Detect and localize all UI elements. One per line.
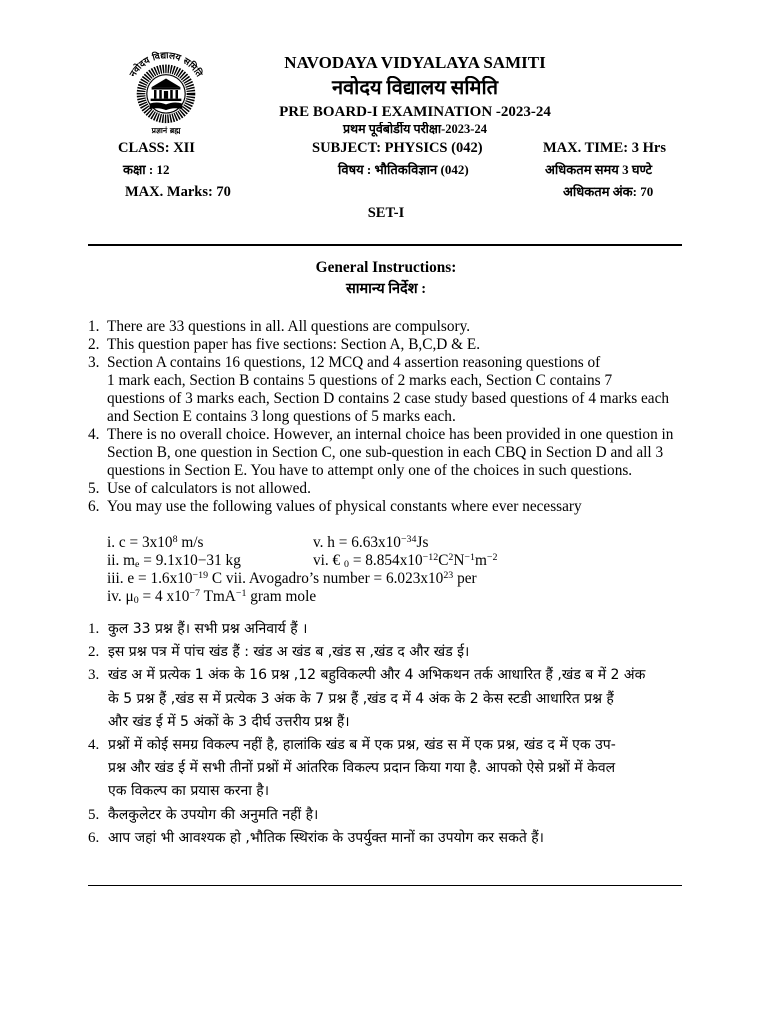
instruction-number: 4. [88, 426, 100, 443]
logo-emblem [118, 42, 214, 138]
instructions-title-hindi: सामान्य निर्देश : [345, 281, 427, 297]
constant-value: = 8.854x10 [349, 552, 423, 569]
set-label: SET-I [367, 205, 405, 221]
instruction-text: questions of 3 marks each, Section D contains 2 case study based questions of 4 marks each [107, 390, 670, 407]
constant-unit-exponent: −2 [486, 552, 498, 563]
instruction-line [88, 426, 688, 444]
logo-motto: प्रज्ञानं ब्रह्म [151, 126, 181, 136]
class-hindi: कक्षा : 12 [123, 162, 170, 177]
constants-line [107, 534, 682, 552]
instruction-hi-2 [88, 641, 688, 664]
constant-value: = 4 x10 [138, 588, 190, 605]
instruction-en-5 [88, 480, 688, 498]
footer-divider [88, 885, 682, 886]
instruction-text: प्रश्न और खंड ई में सभी तीनों प्रश्नों में आंतरिक विकल्प प्रदान किया गया है. आपको ऐसे प्रश्नों में केवल [108, 760, 616, 777]
instruction-text: Section A contains 16 questions, 12 MCQ and 4 assertion reasoning questions of [107, 354, 601, 371]
logo-arc-textpath: नवोदय विद्यालय समिति [128, 51, 204, 80]
constant-subscript: e [135, 559, 140, 570]
nvs-logo [118, 42, 214, 138]
instruction-text: एक विकल्प का प्रयास करना है। [108, 783, 270, 800]
instruction-number: 3. [88, 354, 100, 371]
constant-unit: per [453, 570, 477, 587]
instruction-en-3 [88, 354, 688, 426]
header-divider [88, 244, 682, 246]
instruction-line [88, 734, 688, 757]
max-marks-english: MAX. Marks: 70 [125, 184, 231, 200]
instruction-line [88, 618, 688, 641]
constant-subscript: 0 [133, 595, 139, 606]
instruction-text: कैलकुलेटर के उपयोग की अनुमति नहीं है। [108, 806, 319, 823]
logo-building-column [170, 90, 172, 99]
instruction-line [88, 641, 688, 664]
constant-exponent: 23 [443, 570, 454, 581]
instruction-text: और खंड ई में 5 अंकों के 3 दीर्घ उत्तरीय प्रश्न हैं। [108, 713, 350, 730]
constant-speed-of-light [107, 534, 203, 551]
constants-line [107, 588, 682, 606]
instructions-title-english: General Instructions: [315, 259, 457, 276]
constants-line [107, 552, 682, 570]
instruction-line [88, 827, 688, 850]
instruction-text: Section B, one question in Section C, one sub-question in each CBQ in Section D and all 3 [107, 444, 664, 461]
org-name-english: NAVODAYA VIDYALAYA SAMITI [284, 53, 546, 72]
constant-exponent: −34 [400, 534, 417, 545]
constant-text: iii. e = 1.6x10 [107, 570, 193, 587]
instruction-hi-3 [88, 664, 688, 734]
instruction-line [88, 498, 688, 516]
constant-exponent: −19 [192, 570, 209, 581]
subject-hindi: विषय : भौतिकविज्ञान (042) [338, 162, 469, 177]
instruction-text: प्रश्नों में कोई समग्र विकल्प नहीं है, हालांकि खंड ब में एक प्रश्न, खंड स में एक प्रश्न, खंड द में एक उप- [108, 736, 616, 753]
instruction-en-2 [88, 336, 688, 354]
constant-text: vi. € [313, 552, 345, 569]
logo-building-door [164, 91, 168, 99]
logo-building-base [151, 99, 182, 101]
physical-constants [107, 534, 682, 606]
instruction-text: questions in Section E. You have to attempt only one of the choices in such questions. [107, 462, 633, 479]
constant-permeability [107, 588, 246, 605]
logo-building-beam [152, 87, 181, 89]
instruction-number: 2. [88, 644, 100, 661]
constant-avogadro-unit-continued: gram mole [246, 588, 317, 605]
instruction-text: के 5 प्रश्न हैं ,खंड स में प्रत्येक 3 अंक के 7 प्रश्न हैं ,खंड द में 4 अंक के 2 केस स्टडी आधारित प्रश्न हैं [108, 690, 614, 707]
instruction-number: 4. [88, 736, 100, 753]
constant-unit: TmA [200, 588, 236, 605]
instruction-text: 1 mark each, Section B contains 5 questions of 2 marks each, Section C contains 7 [107, 372, 613, 389]
instruction-text: You may use the following values of physical constants where ever necessary [107, 498, 582, 515]
instruction-number: 5. [88, 480, 100, 497]
constant-electron-charge [107, 570, 222, 587]
instruction-line [88, 804, 688, 827]
instruction-en-6 [88, 498, 688, 516]
exam-title-hindi: प्रथम पूर्वबोर्डीय परीक्षा-2023-24 [343, 122, 487, 136]
constant-value: = 9.1x10−31 kg [139, 552, 241, 569]
instruction-number: 1. [88, 318, 100, 335]
instruction-number: 5. [88, 806, 100, 823]
class-english: CLASS: XII [118, 140, 195, 156]
subject-english: SUBJECT: PHYSICS (042) [312, 140, 483, 156]
instructions-hindi [88, 618, 688, 850]
constant-exponent: −7 [189, 588, 201, 599]
org-name-hindi: नवोदय विद्यालय समिति [331, 77, 499, 99]
instruction-hi-4 [88, 734, 688, 804]
instruction-line [88, 480, 688, 498]
instruction-hi-1 [88, 618, 688, 641]
constant-text: vii. Avogadro’s number = 6.023x10 [222, 570, 444, 587]
max-time-hindi: अधिकतम समय 3 घण्टे [545, 162, 653, 177]
instruction-number: 1. [88, 621, 100, 637]
instruction-text: इस प्रश्न पत्र में पांच खंड हैं : खंड अ खंड ब ,खंड स ,खंड द और खंड ई। [108, 644, 470, 661]
instruction-text: This question paper has five sections: Section A, B,C,D & E. [107, 336, 481, 353]
constant-permittivity [313, 552, 497, 570]
constant-text: v. h = 6.63x10 [313, 534, 401, 551]
instruction-line [88, 354, 688, 372]
instruction-hi-5 [88, 804, 688, 827]
constant-unit: C [438, 552, 449, 569]
logo-building-column [159, 90, 161, 99]
logo-building-column [154, 90, 156, 99]
constant-unit-exponent: 2 [448, 552, 454, 563]
constant-avogadro [222, 570, 477, 587]
constant-unit: N [453, 552, 465, 569]
constant-unit: m/s [177, 534, 204, 551]
constant-unit: Js [416, 534, 429, 551]
max-marks-hindi: अधिकतम अंक: 70 [563, 184, 654, 199]
constant-text: iv. μ [107, 588, 134, 605]
instruction-en-4 [88, 426, 688, 480]
instruction-text: There are 33 questions in all. All questions are compulsory. [107, 318, 471, 335]
instruction-number: 3. [88, 667, 100, 684]
instruction-line [88, 318, 688, 336]
constant-unit: m [475, 552, 487, 569]
instruction-number: 6. [88, 829, 100, 846]
exam-title-english: PRE BOARD-I EXAMINATION -2023-24 [279, 104, 551, 120]
instruction-line [88, 664, 688, 687]
constant-electron-mass [107, 552, 241, 569]
constant-unit-exponent: −1 [464, 552, 475, 563]
constant-planck [313, 534, 428, 552]
constant-text: i. c = 3x10 [107, 534, 173, 551]
instructions-english [88, 318, 688, 516]
instruction-text: There is no overall choice. However, an internal choice has been provided in one question in [107, 426, 674, 443]
instruction-text: and Section E contains 3 long questions of 5 marks each. [107, 408, 456, 425]
constant-exponent: −12 [422, 552, 439, 563]
instruction-text: आप जहां भी आवश्यक हो ,भौतिक स्थिरांक के उपर्युक्त मानों का उपयोग कर सकते हैं। [108, 829, 544, 846]
constant-subscript: 0 [344, 559, 349, 570]
constant-text: ii. m [107, 552, 136, 569]
logo-building-column [176, 90, 178, 99]
instruction-number: 2. [88, 336, 100, 353]
instruction-text: कुल 33 प्रश्न हैं। सभी प्रश्न अनिवार्य हैं । [108, 621, 308, 637]
constant-exponent: 8 [172, 534, 178, 545]
constant-unit-exponent: −1 [235, 588, 247, 599]
instruction-hi-6 [88, 827, 688, 850]
constant-unit: C [208, 570, 223, 587]
instruction-text: Use of calculators is not allowed. [107, 480, 311, 497]
instruction-text: खंड अ में प्रत्येक 1 अंक के 16 प्रश्न ,12 बहुविकल्पी और 4 अभिकथन तर्क आधारित हैं ,खंड ब में 2 अंक [108, 667, 646, 684]
constants-line [107, 570, 682, 588]
instruction-number: 6. [88, 498, 100, 515]
instruction-en-1 [88, 318, 688, 336]
instruction-line [88, 336, 688, 354]
max-time-english: MAX. TIME: 3 Hrs [543, 140, 666, 156]
